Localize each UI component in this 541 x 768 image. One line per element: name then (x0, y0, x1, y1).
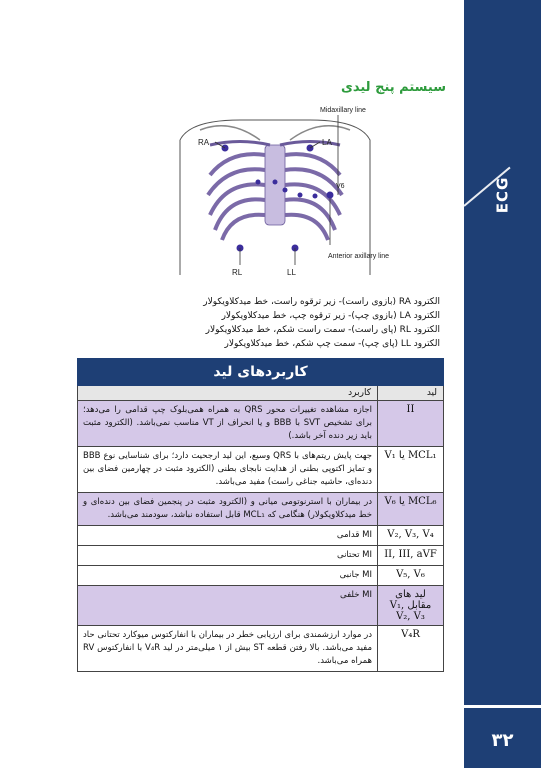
midaxillary-label: Midaxillary line (320, 107, 366, 114)
v6-electrode (327, 192, 334, 199)
caption-la: الکترود LA (بازوی چپ)- زیر ترقوه چپ، خط میدکلاویکولار (221, 311, 440, 321)
row-lead: V₅, V₆ (378, 566, 444, 586)
section-title: سیستم پنج لیدی (340, 80, 446, 95)
header-lead: لید (378, 386, 444, 401)
ra-label: RA (198, 138, 210, 147)
row-use: اجازه مشاهده تغییرات محور QRS به همراه همی‌بلوک چپ قدامی را می‌دهد؛ برای تشخیص SVT با BBB و یا انحراف از VT مناسب نمی‌باشد. (الکترود مثبت باید زیر دنده آخر باشد.) (78, 401, 378, 447)
row-lead: MCL₆ یا V₆ (378, 493, 444, 526)
table-row (78, 493, 444, 526)
page-number-box (464, 705, 541, 768)
lead-usage-table (77, 358, 444, 672)
row-lead: MCL₁ یا V₁ (378, 447, 444, 493)
table-title: کاربردهای لید (78, 359, 444, 386)
row-use: جهت پایش ریتم‌های با QRS وسیع، این لید ارجحیت دارد؛ برای شناسایی نوع BBB و تمایز اکتوپی بطنی از هدایت نابجای بطنی (الکترود مثبت در چهارمین فضای بین دنده‌ای، حاشیه جناغی راست) مفید می‌باشد. (78, 447, 378, 493)
header-use: کاربرد (78, 386, 378, 401)
row-use: MI خلفی (78, 586, 378, 626)
caption-ll: الکترود LL (پای چپ)- سمت چپ شکم، خط میدکلاویکولار (224, 339, 440, 349)
row-use: در موارد ارزشمندی برای ارزیابی خطر در بیماران با انفارکتوس میوکارد تحتانی حاد مفید می‌باشد. بالا رفتن قطعه ST بیش از ۱ میلی‌متر در لید V₄R با انفارکتوس RV همراه می‌باشد. (78, 626, 378, 672)
row-use: MI قدامی (78, 526, 378, 546)
ll-label: LL (287, 268, 296, 277)
row-use: در بیماران با استرنوتومی میانی و (الکترود مثبت در پنجمین فضای بین دنده‌ای و خط میدکلاویکولار) هنگامی که MCL₁ قابل استفاده نباشد، سودمند می‌باشد. (78, 493, 378, 526)
electrode-placement-figure (160, 100, 390, 290)
table-row (78, 546, 444, 566)
row-lead: V₂, V₃, V₄ (378, 526, 444, 546)
anterior-axillary-label: Anterior axillary line (328, 253, 390, 260)
table-row (78, 447, 444, 493)
electrode-captions (80, 295, 440, 351)
table-row (78, 401, 444, 447)
rl-label: RL (232, 268, 243, 277)
row-lead: V₄R (378, 626, 444, 672)
table-row (78, 566, 444, 586)
row-use: MI جانبی (78, 566, 378, 586)
row-lead: II, III, aVF (378, 546, 444, 566)
row-lead: II (378, 401, 444, 447)
row-use: MI تحتانی (78, 546, 378, 566)
table-row (78, 586, 444, 626)
caption-rl: الکترود RL (پای راست)- سمت راست شکم، خط میدکلاویکولار (205, 325, 440, 335)
table-row (78, 526, 444, 546)
ecg-tab-label: ECG (493, 176, 512, 214)
v6-label: V6 (336, 183, 345, 190)
caption-ra: الکترود RA (بازوی راست)- زیر ترقوه راست، خط میدکلاویکولار (203, 297, 440, 307)
la-label: LA (322, 138, 332, 147)
side-tab (464, 0, 541, 768)
row-lead: لید های مقابل V₁, V₂, V₃ (378, 586, 444, 626)
table-row (78, 626, 444, 672)
page-number: ۳۲ (491, 729, 514, 751)
